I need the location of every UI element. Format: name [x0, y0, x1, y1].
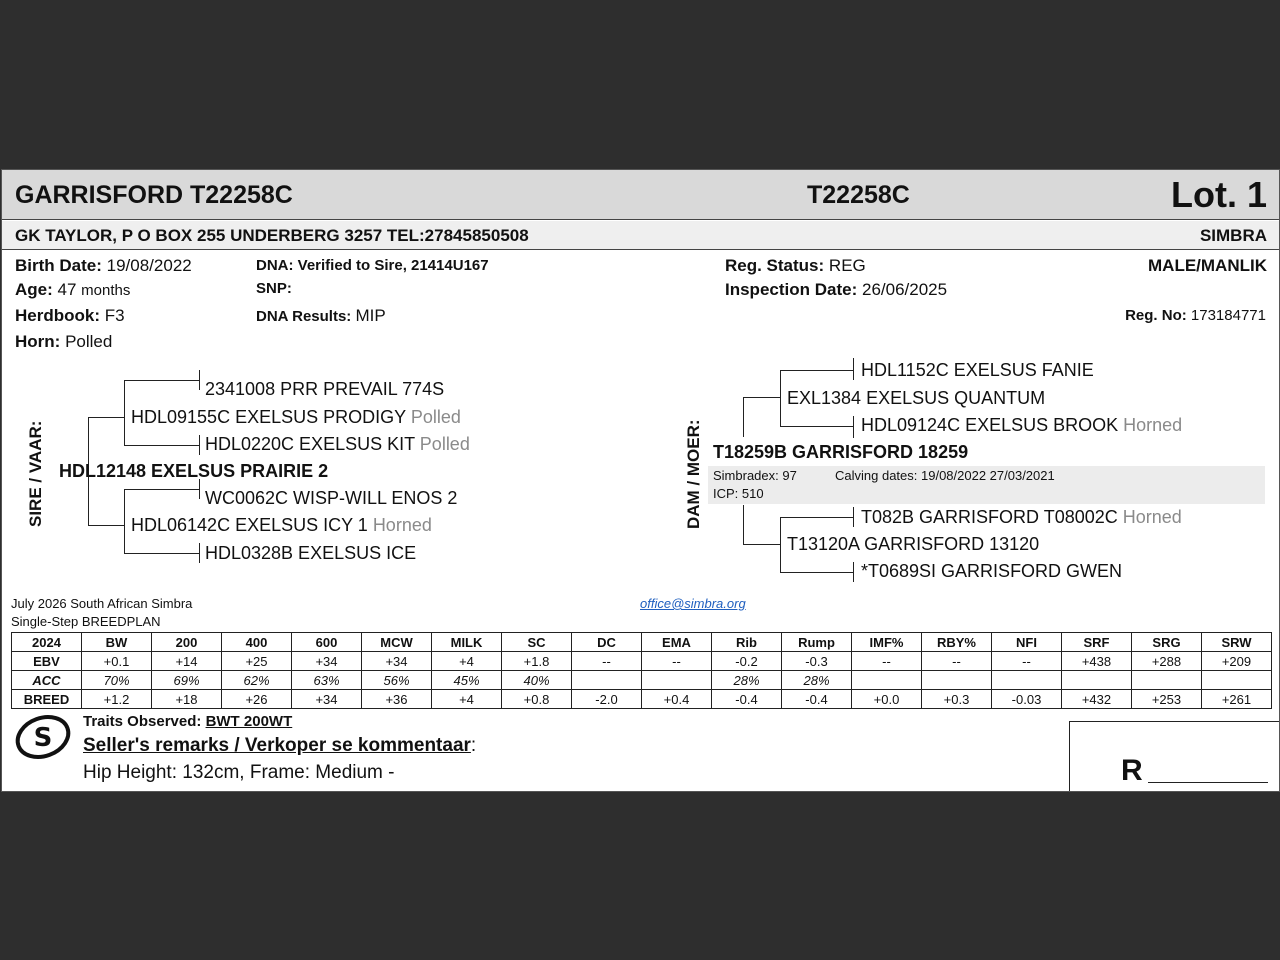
sire-sire-dam: [205, 434, 470, 455]
sd-bracket-bottom: [124, 553, 199, 554]
ebv-header-row: [12, 633, 1272, 652]
ebv-cell: +4: [432, 652, 502, 671]
dna-results-label: DNA Results:: [256, 308, 352, 325]
ebv-cell: --: [642, 652, 712, 671]
traits-observed: [83, 713, 292, 730]
ebv-cell: +0.1: [82, 652, 152, 671]
ebv-header-cell: MILK: [432, 633, 502, 652]
inspection-date: [725, 280, 947, 300]
age: [15, 280, 130, 300]
ebv-header-cell: SC: [502, 633, 572, 652]
ssd-tick: [199, 435, 200, 455]
ebv-cell: +438: [1062, 652, 1132, 671]
price-box[interactable]: [1069, 721, 1280, 792]
ebv-cell: [1132, 671, 1202, 690]
ebv-cell: --: [992, 652, 1062, 671]
sire-sire-horn: Polled: [410, 407, 461, 427]
reg-status-value: REG: [828, 256, 866, 275]
snp-label: SNP:: [256, 280, 292, 297]
dsd-tick: [853, 416, 854, 438]
sire-label: SIRE / VAAR:: [26, 420, 45, 527]
inspection-label: Inspection Date:: [725, 280, 858, 299]
herdbook-value: F3: [104, 306, 125, 325]
ebv-header-cell: 600: [292, 633, 362, 652]
calving-dates: Calving dates: 19/08/2022 27/03/2021: [835, 468, 1055, 483]
ebv-row-label: EBV: [12, 652, 82, 671]
ebv-row-label: BREED: [12, 690, 82, 709]
ebv-cell: +25: [222, 652, 292, 671]
ebv-header-cell: SRW: [1202, 633, 1272, 652]
dds-tick: [853, 507, 854, 527]
ebv-cell: 45%: [432, 671, 502, 690]
ebv-cell: 62%: [222, 671, 292, 690]
birth-date-value: 19/08/2022: [106, 256, 192, 275]
dna-results-value: MIP: [355, 306, 386, 325]
ebv-cell: -0.03: [992, 690, 1062, 709]
ebv-cell: [852, 671, 922, 690]
ebv-row-ebv: [12, 652, 1272, 671]
age-value: 47: [57, 280, 77, 299]
birth-date-label: Birth Date:: [15, 256, 102, 275]
ebv-cell: +288: [1132, 652, 1202, 671]
remarks-colon: :: [470, 735, 477, 756]
reg-no-value: 173184771: [1190, 307, 1266, 324]
traits-value: BWT 200WT: [205, 713, 293, 730]
ebv-cell: 40%: [502, 671, 572, 690]
icp: ICP: 510: [713, 486, 764, 501]
lot-number: Lot. 1: [1171, 174, 1267, 215]
dam-bracket-bottom: [743, 544, 781, 545]
dam-dam: T13120A GARRISFORD 13120: [787, 534, 1040, 554]
price-line: [1148, 782, 1268, 783]
inspection-value: 26/06/2025: [861, 280, 948, 299]
ebv-cell: +432: [1062, 690, 1132, 709]
ebv-cell: +0.3: [922, 690, 992, 709]
dam-bracket-top: [743, 397, 781, 398]
ebv-header-cell: 2024: [12, 633, 82, 652]
title-bar: [2, 170, 1279, 220]
dam-dam-sire-horn: Horned: [1122, 507, 1182, 527]
horn-label: Horn:: [15, 332, 61, 351]
dam-dam-sire-name: T082B GARRISFORD T08002C: [861, 507, 1118, 527]
dam-dam-sire: [861, 507, 1182, 528]
ebv-header-cell: Rump: [782, 633, 852, 652]
sire-sire: [131, 407, 461, 428]
reg-status-label: Reg. Status:: [725, 256, 825, 275]
dam-dam-dam: *T0689SI GARRISFORD GWEN: [861, 561, 1123, 581]
ebv-cell: -2.0: [572, 690, 642, 709]
sire-sire-sire: 2341008 PRR PREVAIL 774S: [205, 379, 445, 399]
ebv-cell: [642, 671, 712, 690]
sds-tick: [199, 479, 200, 499]
sire-sire-name: HDL09155C EXELSUS PRODIGY: [131, 407, 406, 427]
ss-bracket-top: [124, 380, 199, 381]
sex: MALE/MANLIK: [1148, 256, 1267, 275]
ebv-cell: +34: [292, 690, 362, 709]
dam-bracket-upper: [743, 397, 744, 437]
animal-name: GARRISFORD T22258C: [15, 181, 293, 209]
ebv-cell: -0.2: [712, 652, 782, 671]
ebv-cell: +253: [1132, 690, 1202, 709]
evaluation-title: July 2026 South African Simbra: [11, 596, 193, 611]
ebv-cell: +34: [292, 652, 362, 671]
ebv-header-cell: NFI: [992, 633, 1062, 652]
ebv-header-cell: 400: [222, 633, 292, 652]
sire-bracket-top: [88, 417, 125, 418]
ebv-cell: -0.4: [782, 690, 852, 709]
ebv-header-cell: BW: [82, 633, 152, 652]
ebv-header-cell: 200: [152, 633, 222, 652]
sire-dam-horn: Horned: [372, 515, 432, 535]
dam-label: DAM / MOER:: [684, 419, 703, 529]
ebv-cell: +26: [222, 690, 292, 709]
sd-bracket-top: [124, 489, 199, 490]
ebv-cell: +36: [362, 690, 432, 709]
sss-tick: [199, 370, 200, 390]
ebv-cell: [1202, 671, 1272, 690]
ebv-cell: +209: [1202, 652, 1272, 671]
ebv-cell: +4: [432, 690, 502, 709]
sire-dam-sire: WC0062C WISP-WILL ENOS 2: [205, 488, 458, 508]
ebv-cell: --: [922, 652, 992, 671]
ebv-cell: [1062, 671, 1132, 690]
dna-results: [256, 306, 386, 326]
dam-sire-sire: HDL1152C EXELSUS FANIE: [861, 360, 1094, 380]
sire-dam-name: HDL06142C EXELSUS ICY 1: [131, 515, 368, 535]
ebv-cell: +0.8: [502, 690, 572, 709]
ss-bracket-bottom: [124, 445, 199, 446]
ebv-header-cell: SRF: [1062, 633, 1132, 652]
remarks-label: Seller's remarks / Verkoper se kommentaar: [83, 735, 471, 756]
ebv-header-cell: MCW: [362, 633, 432, 652]
ebv-row-breed: [12, 690, 1272, 709]
dd-bracket: [780, 517, 781, 573]
ebv-cell: 69%: [152, 671, 222, 690]
ebv-cell: --: [852, 652, 922, 671]
ebv-cell: +1.2: [82, 690, 152, 709]
ebv-cell: 70%: [82, 671, 152, 690]
ebv-cell: +34: [362, 652, 432, 671]
ebv-table: [11, 632, 1272, 709]
ebv-header-cell: RBY%: [922, 633, 992, 652]
ebv-row-label: ACC: [12, 671, 82, 690]
ebv-row-acc: [12, 671, 1272, 690]
ebv-cell: +18: [152, 690, 222, 709]
ebv-cell: +1.8: [502, 652, 572, 671]
dd-bracket-top: [780, 517, 853, 518]
reg-no-label: Reg. No:: [1125, 307, 1187, 324]
dna-verification: DNA: Verified to Sire, 21414U167: [256, 257, 489, 274]
ebv-header-cell: Rib: [712, 633, 782, 652]
herdbook: [15, 306, 125, 326]
age-unit: months: [81, 282, 131, 299]
sdd-tick: [199, 543, 200, 563]
ebv-cell: +0.0: [852, 690, 922, 709]
dss-tick: [853, 358, 854, 380]
dam-bracket-lower: [743, 505, 744, 544]
ebv-cell: [572, 671, 642, 690]
ebv-cell: 56%: [362, 671, 432, 690]
ebv-cell: 28%: [712, 671, 782, 690]
ebv-header-cell: DC: [572, 633, 642, 652]
ebv-cell: +0.4: [642, 690, 712, 709]
ebv-cell: [922, 671, 992, 690]
ebv-cell: --: [572, 652, 642, 671]
ebv-header-cell: IMF%: [852, 633, 922, 652]
horn: [15, 332, 112, 352]
herdbook-label: Herdbook:: [15, 306, 100, 325]
ebv-cell: [992, 671, 1062, 690]
ebv-cell: +14: [152, 652, 222, 671]
ss-bracket: [124, 380, 125, 445]
dam-sire-dam: [861, 415, 1182, 436]
dam-sire-dam-name: HDL09124C EXELSUS BROOK: [861, 415, 1119, 435]
sire-bracket-bottom: [88, 525, 125, 526]
lot-card: [1, 169, 1280, 792]
breeder-address: GK TAYLOR, P O BOX 255 UNDERBERG 3257 TEL:27845850508: [15, 226, 529, 245]
dd-bracket-bottom: [780, 572, 853, 573]
sire-sire-dam-horn: Polled: [419, 434, 470, 454]
sire-dam: [131, 515, 432, 536]
reg-no: [1125, 307, 1266, 324]
ebv-header-cell: EMA: [642, 633, 712, 652]
remarks-text: Hip Height: 132cm, Frame: Medium -: [83, 762, 395, 783]
ds-bracket-top: [780, 370, 853, 371]
price-currency: R: [1121, 754, 1143, 787]
email-link[interactable]: office@simbra.org: [640, 596, 746, 611]
evaluation-subtitle: Single-Step BREEDPLAN: [11, 614, 161, 629]
breeder-bar: [2, 221, 1279, 250]
dam-name: T18259B GARRISFORD 18259: [713, 442, 969, 462]
ds-bracket: [780, 370, 781, 427]
sire-dam-dam: HDL0328B EXELSUS ICE: [205, 543, 417, 563]
ebv-header-cell: SRG: [1132, 633, 1202, 652]
ds-bracket-bottom: [780, 426, 853, 427]
ebv-cell: 28%: [782, 671, 852, 690]
ebv-cell: 63%: [292, 671, 362, 690]
remarks-heading: [83, 735, 476, 757]
dam-sire-dam-horn: Horned: [1123, 415, 1183, 435]
ddd-tick: [853, 562, 854, 582]
traits-label: Traits Observed:: [83, 713, 202, 730]
sire-sire-dam-name: HDL0220C EXELSUS KIT: [205, 434, 415, 454]
sd-bracket: [124, 489, 125, 553]
reg-status: [725, 256, 866, 276]
birth-date: [15, 256, 192, 276]
age-label: Age:: [15, 280, 53, 299]
logo-letter: S: [33, 723, 53, 753]
ebv-cell: -0.3: [782, 652, 852, 671]
breed-name: SIMBRA: [1199, 226, 1267, 245]
animal-id: T22258C: [807, 181, 910, 209]
sire-name: HDL12148 EXELSUS PRAIRIE 2: [59, 461, 329, 481]
horn-value: Polled: [65, 332, 113, 351]
dam-sire: EXL1384 EXELSUS QUANTUM: [787, 388, 1046, 408]
simbradex: Simbradex: 97: [713, 468, 797, 483]
simbra-logo-icon: [12, 712, 74, 762]
ebv-cell: -0.4: [712, 690, 782, 709]
ebv-cell: +261: [1202, 690, 1272, 709]
